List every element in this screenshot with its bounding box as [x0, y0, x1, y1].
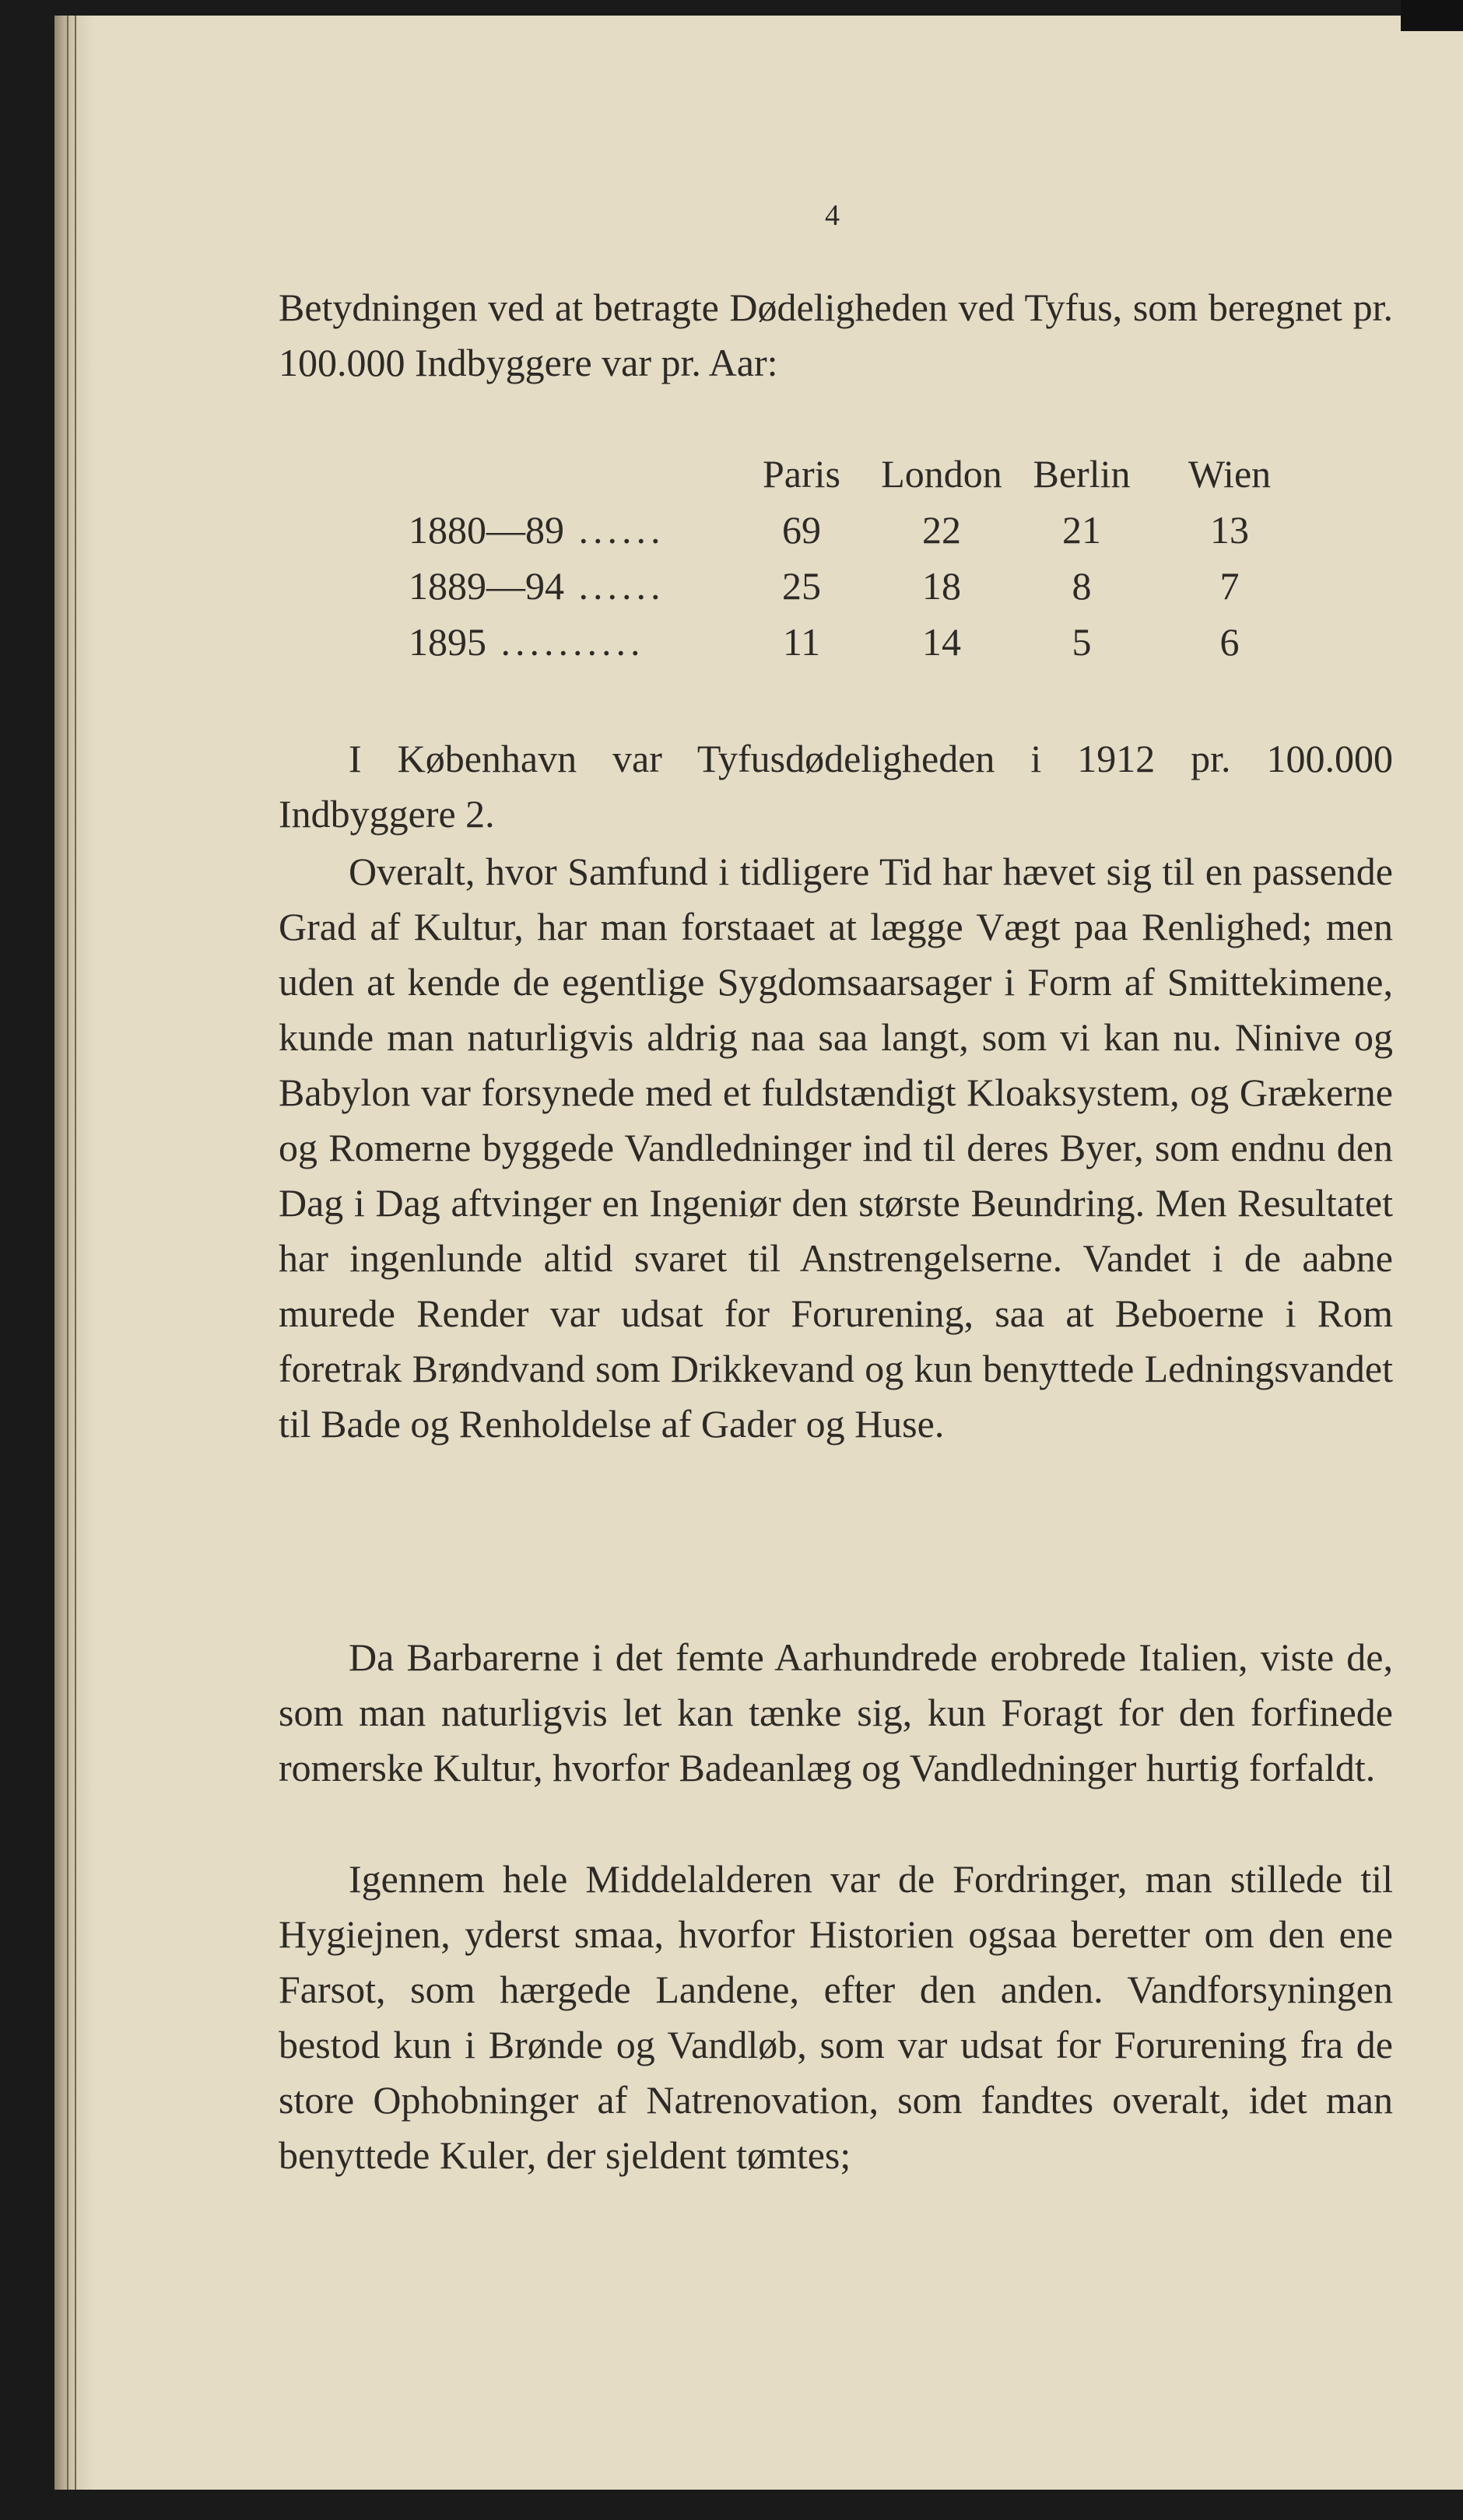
intro-paragraph: Betydningen ved at betragte Dødeligheden ved Tyfus, som beregnet pr. 100.000 Indbyggere var pr. Aar: — [279, 286, 1393, 384]
table-header: Wien — [1188, 452, 1272, 496]
table-row-label: 1880—89 ...... — [409, 508, 665, 552]
row-year-label: 1889—94 — [409, 564, 564, 608]
table-cell: 5 — [1072, 620, 1092, 664]
table-cell: 14 — [922, 620, 961, 664]
table-header: London — [881, 452, 1002, 496]
table-cell: 18 — [922, 564, 961, 608]
page-number: 4 — [825, 199, 840, 232]
table-header: Berlin — [1033, 452, 1131, 496]
table-cell: 6 — [1219, 620, 1240, 664]
table-cell: 21 — [1062, 508, 1101, 552]
table-cell: 25 — [782, 564, 821, 608]
row-year-label: 1895 — [409, 620, 486, 664]
table-cell: 69 — [782, 508, 821, 552]
spine-line — [75, 16, 76, 2490]
table-cell: 13 — [1210, 508, 1249, 552]
table-cell: 8 — [1072, 564, 1092, 608]
paragraph-antiquity: Overalt, hvor Samfund i tidligere Tid har hævet sig til en passende Grad af Kultur, har man forstaaet at lægge Vægt paa Renlighed; men uden at kende de egentlige Sygdomsaarsager i Form af Smittekimene, kunde man naturligvis aldrig naa saa langt, som vi kan nu. Ninive og Babylon var forsynede med et fuldstændigt Kloaksystem, og Grækerne og Romerne byggede Vandledninger ind til deres Byer, som endnu den Dag i Dag aftvinger en Ingeniør den største Beundring. Men Resultatet har ingenlunde altid svaret til Anstrengelserne. Vandet i de aabne murede Render var udsat for Forurening, saa at Beboerne i Rom foretrak Brøndvand som Drikkevand og kun benyttede Ledningsvandet til Bade og Renholdelse af Gader og Huse. — [279, 850, 1393, 1446]
table-cell: 7 — [1219, 564, 1240, 608]
paragraph-middle-ages: Igennem hele Middelalderen var de Fordringer, man stillede til Hygiejnen, yderst smaa, hvorfor Historien ogsaa beretter om den ene Farsot, som hærgede Landene, efter den anden. Vandforsyningen bestod kun i Brønde og Vandløb, som var udsat for Forurening fra de store Ophobninger af Natrenovation, som fandtes overalt, idet man benyttede Kuler, der sjeldent tømtes; — [279, 1857, 1393, 2177]
paragraph-copenhagen: I København var Tyfusdødeligheden i 1912 pr. 100.000 Indbyggere 2. — [279, 737, 1393, 836]
row-year-label: 1880—89 — [409, 508, 564, 552]
table-cell: 11 — [782, 620, 821, 664]
scan-corner — [1401, 0, 1463, 31]
table-row-label: 1889—94 ...... — [409, 564, 665, 608]
table-cell: 22 — [922, 508, 961, 552]
table-header: Paris — [763, 452, 840, 496]
spine-line — [67, 16, 68, 2490]
book-spine-shadow — [54, 16, 93, 2490]
paragraph-barbarians: Da Barbarerne i det femte Aarhundrede erobrede Italien, viste de, som man naturligvis let kan tænke sig, kun Foragt for den forfinede romerske Kultur, hvorfor Badeanlæg og Vandledninger hurtig forfaldt. — [279, 1635, 1393, 1789]
table-row-label: 1895 .......... — [409, 620, 645, 664]
